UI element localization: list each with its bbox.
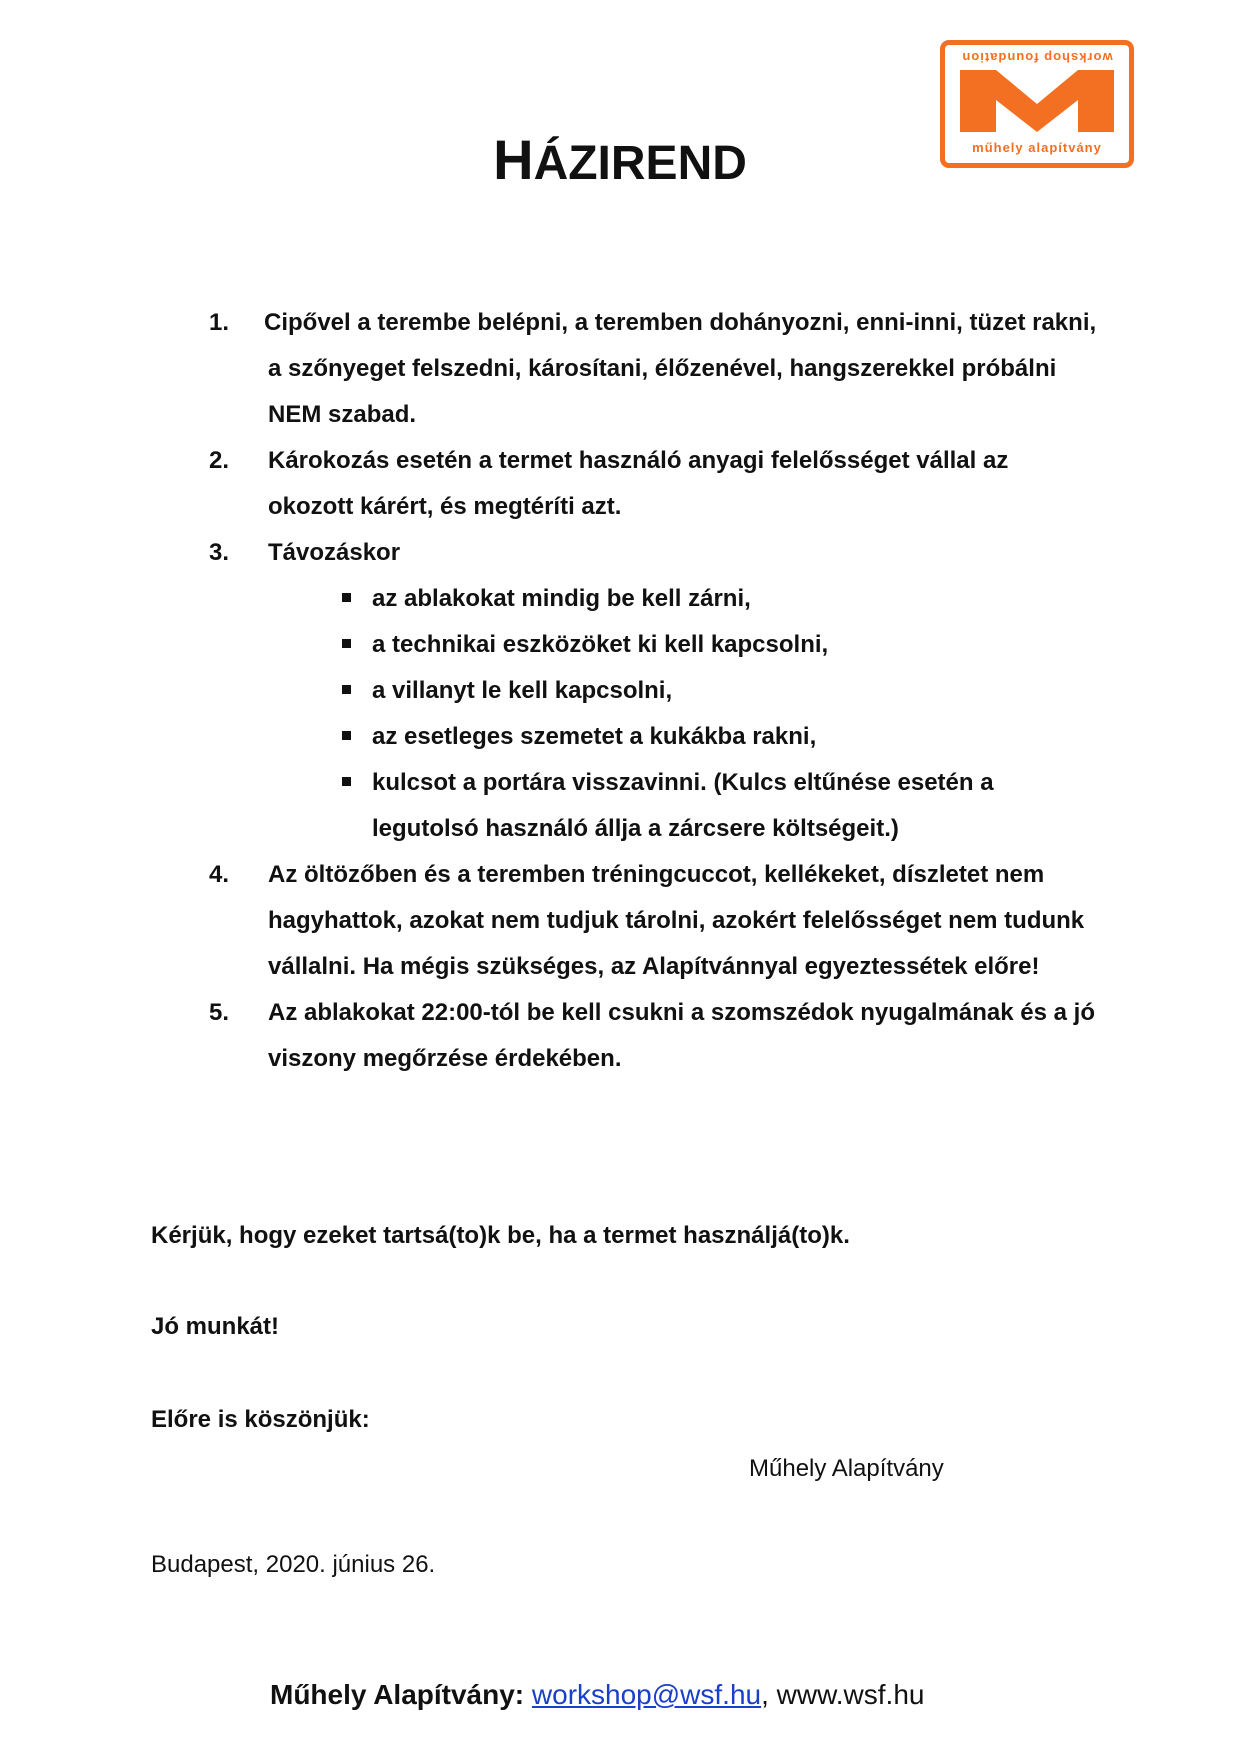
rule-item xyxy=(0,852,1240,990)
checklist-item xyxy=(372,668,1072,714)
rule-item xyxy=(0,300,1240,438)
rules-list xyxy=(0,300,1240,1082)
footer xyxy=(270,1679,924,1711)
closing-thanks: Előre is köszönjük: xyxy=(151,1406,370,1433)
rule-number: 4. xyxy=(209,861,230,888)
rule-number: 1. xyxy=(209,309,230,336)
rule-text: Cipővel a terembe belépni, a teremben dohányozni, enni-inni, tüzet rakni, a szőnyeget felszedni, károsítani, élőzenével, hangszerekkel próbálni NEM szabad. xyxy=(264,309,1097,428)
checklist-item xyxy=(372,576,1072,622)
rule-item xyxy=(0,530,1240,852)
checklist-item-text: a technikai eszközöket ki kell kapcsolni, xyxy=(372,631,829,658)
checklist-item xyxy=(372,760,1072,852)
page-title xyxy=(0,127,1240,192)
rule-number: 5. xyxy=(209,999,230,1026)
rule-text: Az öltözőben és a teremben tréningcuccot, kellékeket, díszletet nem hagyhattok, azokat nem tudjuk tárolni, azokért felelősséget nem tudunk vállalni. Ha mégis szükséges, az Alapítvánnyal egyeztessétek előre! xyxy=(268,861,1085,980)
checklist-item xyxy=(372,622,1072,668)
bullet-square-icon xyxy=(342,593,351,602)
departure-checklist xyxy=(0,576,1240,852)
rule-number: 3. xyxy=(209,539,230,566)
bullet-square-icon xyxy=(342,777,351,786)
footer-label: Műhely Alapítvány: xyxy=(270,1679,525,1710)
rule-item xyxy=(0,990,1240,1082)
rule-number: 2. xyxy=(209,447,230,474)
logo-top-text: workshop foundation xyxy=(961,50,1113,65)
checklist-item xyxy=(372,714,1072,760)
email-link[interactable]: workshop@wsf.hu xyxy=(531,1679,762,1710)
rule-item xyxy=(0,438,1240,530)
closing-good-work: Jó munkát! xyxy=(151,1313,280,1340)
signature: Műhely Alapítvány xyxy=(749,1455,944,1482)
checklist-item-text: az ablakokat mindig be kell zárni, xyxy=(372,585,751,612)
rule-text: Károkozás esetén a termet használó anyagi felelősséget vállal az okozott kárért, és megtéríti azt. xyxy=(268,447,1009,520)
checklist-item-text: kulcsot a portára visszavinni. (Kulcs eltűnése esetén a legutolsó használó állja a zárcsere költségeit.) xyxy=(372,769,994,842)
title-rest: ÁZIREND xyxy=(533,137,747,190)
title-first-letter: H xyxy=(493,128,534,191)
checklist-item-text: az esetleges szemetet a kukákba rakni, xyxy=(372,723,817,750)
rule-text: Az ablakokat 22:00-tól be kell csukni a szomszédok nyugalmának és a jó viszony megőrzése érdekében. xyxy=(268,999,1095,1072)
bullet-square-icon xyxy=(342,731,351,740)
footer-separator: , xyxy=(761,1679,769,1710)
logo-m-mark xyxy=(960,70,1114,132)
rule-text: Távozáskor xyxy=(268,539,401,566)
place-and-date: Budapest, 2020. június 26. xyxy=(151,1551,436,1578)
website-link[interactable]: www.wsf.hu xyxy=(776,1679,925,1710)
closing-request: Kérjük, hogy ezeket tartsá(to)k be, ha a termet használjá(to)k. xyxy=(151,1222,850,1249)
bullet-square-icon xyxy=(342,685,351,694)
bullet-square-icon xyxy=(342,639,351,648)
logo-bottom-text: műhely alapítvány xyxy=(972,140,1102,155)
checklist-item-text: a villanyt le kell kapcsolni, xyxy=(372,677,673,704)
